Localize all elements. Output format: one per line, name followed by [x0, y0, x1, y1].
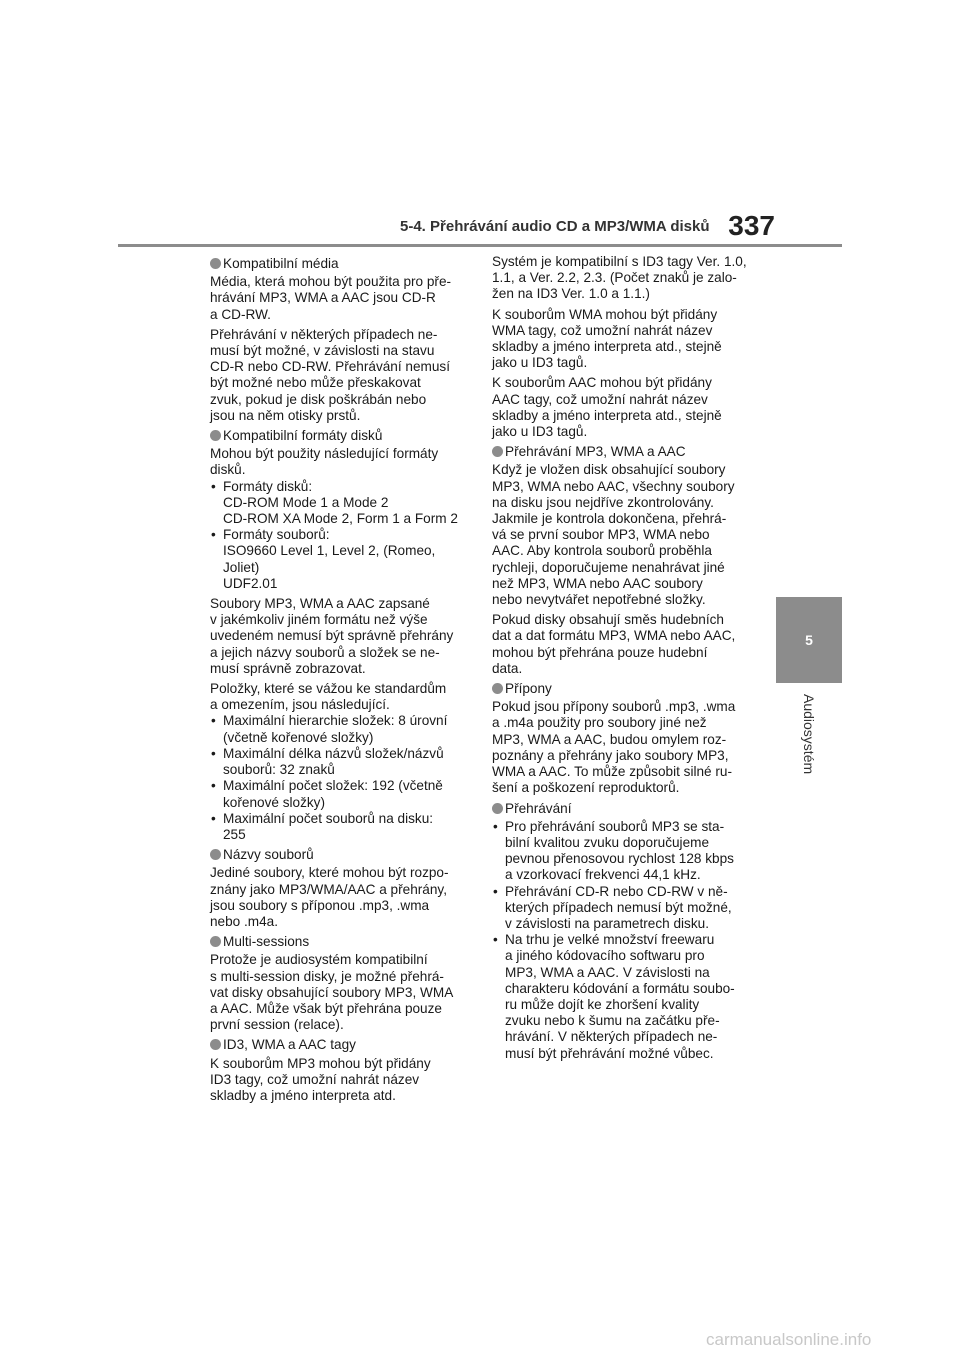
paragraph [210, 327, 466, 424]
text-line: data. [492, 660, 523, 676]
text-line: hrávání MP3, WMA a AAC jsou CD-R [210, 290, 436, 306]
list [210, 713, 466, 843]
text-line: nebo .m4a. [210, 913, 279, 929]
list-item [210, 479, 466, 528]
text-line: bilní kvalitou zvuku doporučujeme [505, 834, 710, 850]
section-heading: Kompatibilní formáty disků [210, 428, 466, 444]
paragraph [492, 462, 748, 608]
paragraph [492, 307, 748, 372]
text-line: UDF2.01 [223, 575, 278, 591]
bullet-circle-icon [492, 446, 503, 457]
chapter-side-label [779, 694, 839, 824]
list-item [492, 884, 748, 933]
text-line: Pokud disky obsahují směs hudebních [492, 612, 724, 628]
text-line: Protože je audiosystém kompatibilní [210, 952, 428, 968]
text-line: jako u ID3 tagů. [492, 355, 588, 371]
text-line: kořenové složky) [223, 794, 325, 810]
section-heading: Přehrávání [492, 801, 748, 817]
watermark: carmanualsonline.info [706, 1330, 872, 1349]
text-line: jsou na něm otisky prstů. [210, 407, 361, 423]
text-line: Jakmile je kontrola dokončena, přehrá- [492, 511, 727, 527]
text-line: a CD-RW. [210, 306, 271, 322]
text-line: Mohou být použity následující formáty [210, 446, 439, 462]
text-line: zvuku nebo k šumu na začátku pře- [505, 1013, 720, 1029]
text-line: • Formáty souborů: [223, 527, 330, 543]
text-line: skladby a jméno interpreta atd., stejně [492, 407, 722, 423]
text-line: WMA tagy, což umožní nahrát název [492, 322, 713, 338]
bullet-circle-icon [210, 936, 221, 947]
text-line: Joliet) [223, 559, 260, 575]
text-line: musí správně zobrazovat. [210, 660, 366, 676]
text-line: AAC. Aby kontrola souborů proběhla [492, 543, 712, 559]
text-line: K souborům AAC mohou být přidány [492, 375, 712, 391]
section-heading: Kompatibilní média [210, 256, 466, 272]
text-line: uvedeném nemusí být správně přehrány [210, 628, 454, 644]
text-line: Položky, které se vážou ke standardům [210, 681, 447, 697]
chapter-label: Audiosystém [801, 694, 817, 775]
paragraph [492, 612, 748, 677]
text-line: v jakémkoliv jiném formátu než výše [210, 612, 428, 628]
text-line: • Maximální délka názvů složek/názvů [223, 745, 444, 761]
chapter-number: 5 [805, 632, 813, 648]
text-line: disků. [210, 462, 246, 478]
text-line: Pokud jsou přípony souborů .mp3, .wma [492, 699, 736, 715]
text-line: ru může dojít ke zhoršení kvality [505, 996, 700, 1012]
text-line: charakteru kódování a formátu soubo- [505, 980, 735, 996]
paragraph [492, 254, 748, 303]
text-line: rychleji, doporučujeme nenahrávat jiné [492, 559, 725, 575]
text-line: kterých případech nemusí být možné, [505, 899, 732, 915]
paragraph [210, 1056, 466, 1105]
text-line: v závislosti na parametrech disku. [505, 915, 709, 931]
text-line: s multi-session disky, je možné přehrá- [210, 968, 444, 984]
text-line: • Maximální hierarchie složek: 8 úrovní [223, 713, 448, 729]
text-line: jako u ID3 tagů. [492, 424, 588, 440]
text-line: • Přehrávání CD-R nebo CD-RW v ně- [505, 883, 728, 899]
text-line: a jiného kódovacího softwaru pro [505, 948, 705, 964]
text-line: musí být přehrávání možné vůbec. [505, 1045, 714, 1061]
text-line: ISO9660 Level 1, Level 2, (Romeo, [223, 543, 436, 559]
text-line: šení a poškození reproduktorů. [492, 780, 680, 796]
bullet-circle-icon [210, 258, 221, 269]
text-line: CD-ROM Mode 1 a Mode 2 [223, 494, 389, 510]
paragraph [210, 865, 466, 930]
text-line: skladby a jméno interpreta atd. [210, 1087, 396, 1103]
section-heading: Přehrávání MP3, WMA a AAC [492, 444, 748, 460]
text-line: a jejich názvy souborů a složek se ne- [210, 644, 440, 660]
text-line: Systém je kompatibilní s ID3 tagy Ver. 1.0, [492, 254, 747, 269]
text-line: • Na trhu je velké množství freewaru [505, 932, 715, 948]
text-line: K souborům MP3 mohou být přidány [210, 1055, 431, 1071]
text-line: skladby a jméno interpreta atd., stejně [492, 339, 722, 355]
text-line: a omezením, jsou následující. [210, 697, 390, 713]
text-line: dat a dat formátu MP3, WMA nebo AAC, [492, 628, 736, 644]
paragraph [210, 274, 466, 323]
paragraph [492, 699, 748, 796]
text-line: a .m4a použity pro soubory jiné než [492, 715, 707, 731]
text-line: • Formáty disků: [223, 478, 313, 494]
text-line: CD-R nebo CD-RW. Přehrávání nemusí [210, 359, 450, 375]
bullet-circle-icon [210, 849, 221, 860]
list-item [210, 713, 466, 745]
paragraph [210, 681, 466, 713]
text-line: než MP3, WMA nebo AAC soubory [492, 575, 703, 591]
text-line: souborů: 32 znaků [223, 762, 335, 778]
text-line: • Maximální počet souborů na disku: [223, 810, 434, 826]
bullet-circle-icon [492, 683, 503, 694]
paragraph [210, 952, 466, 1033]
text-line: být možné nebo může přeskakovat [210, 375, 421, 391]
list-item [492, 932, 748, 1062]
text-line: na disku jsou nejdříve zkontrolovány. [492, 494, 714, 510]
bullet-circle-icon [492, 803, 503, 814]
text-line: žen na ID3 Ver. 1.0 a 1.1.) [492, 286, 650, 302]
text-line: zvuk, pokud je disk poškrábán nebo [210, 391, 427, 407]
text-line: nebo nevytvářet nepotřebné složky. [492, 592, 706, 608]
text-line: a AAC. Může však být přehrána pouze [210, 1000, 442, 1016]
text-line: ID3 tagy, což umožní nahrát název [210, 1071, 420, 1087]
text-line: MP3, WMA nebo AAC, všechny soubory [492, 478, 735, 494]
text-line: 1.1, a Ver. 2.2, 2.3. (Počet znaků je zalo- [492, 270, 737, 286]
text-line: • Maximální počet složek: 192 (včetně [223, 778, 443, 794]
text-line: MP3, WMA a AAC, budou omylem roz- [492, 731, 727, 747]
text-line: Když je vložen disk obsahující soubory [492, 462, 726, 478]
text-line: Přehrávání v některých případech ne- [210, 326, 438, 342]
left-column [210, 254, 466, 1108]
list-item [210, 746, 466, 778]
text-line: musí být možné, v závislosti na stavu [210, 343, 435, 359]
section-heading: Multi-sessions [210, 934, 466, 950]
text-line: vá se první soubor MP3, WMA nebo [492, 527, 710, 543]
section-heading: ID3, WMA a AAC tagy [210, 1037, 466, 1053]
list [492, 819, 748, 1062]
page-number: 337 [728, 210, 775, 241]
list-item [492, 819, 748, 884]
text-line: K souborům WMA mohou být přidány [492, 306, 718, 322]
text-line: Jediné soubory, které mohou být rozpo- [210, 865, 449, 881]
text-line: CD-ROM XA Mode 2, Form 1 a Form 2 [223, 511, 458, 527]
text-line: a vzorkovací frekvenci 44,1 kHz. [505, 867, 701, 883]
header-rule [118, 244, 842, 247]
text-line: • Pro přehrávání souborů MP3 se sta- [505, 818, 725, 834]
paragraph [492, 375, 748, 440]
text-line: znány jako MP3/WMA/AAC a přehrány, [210, 881, 447, 897]
text-line: jsou soubory s příponou .mp3, .wma [210, 897, 430, 913]
paragraph [210, 446, 466, 478]
text-line: MP3, WMA a AAC. V závislosti na [505, 964, 710, 980]
list [210, 479, 466, 592]
text-line: Média, která mohou být použita pro pře- [210, 274, 452, 290]
right-column [492, 254, 748, 1066]
chapter-tab [776, 597, 842, 683]
text-line: WMA a AAC. To může způsobit silné ru- [492, 764, 732, 780]
text-line: (včetně kořenové složky) [223, 729, 374, 745]
list-item [210, 811, 466, 843]
text-line: vat disky obsahující soubory MP3, WMA [210, 984, 454, 1000]
section-title: 5-4. Přehrávání audio CD a MP3/WMA disků [400, 218, 710, 235]
text-line: první session (relace). [210, 1017, 344, 1033]
text-line: poznány a přehrány jako soubory MP3, [492, 747, 729, 763]
bullet-circle-icon [210, 430, 221, 441]
text-line: pevnou přenosovou rychlost 128 kbps [505, 851, 734, 867]
bullet-circle-icon [210, 1039, 221, 1050]
list-item [210, 527, 466, 592]
section-heading: Přípony [492, 681, 748, 697]
paragraph [210, 596, 466, 677]
text-line: hrávání. V některých případech ne- [505, 1029, 718, 1045]
section-heading: Názvy souborů [210, 847, 466, 863]
list-item [210, 778, 466, 810]
text-line: Soubory MP3, WMA a AAC zapsané [210, 596, 430, 612]
text-line: 255 [223, 826, 246, 842]
text-line: mohou být přehrána pouze hudební [492, 644, 708, 660]
text-line: AAC tagy, což umožní nahrát název [492, 391, 708, 407]
